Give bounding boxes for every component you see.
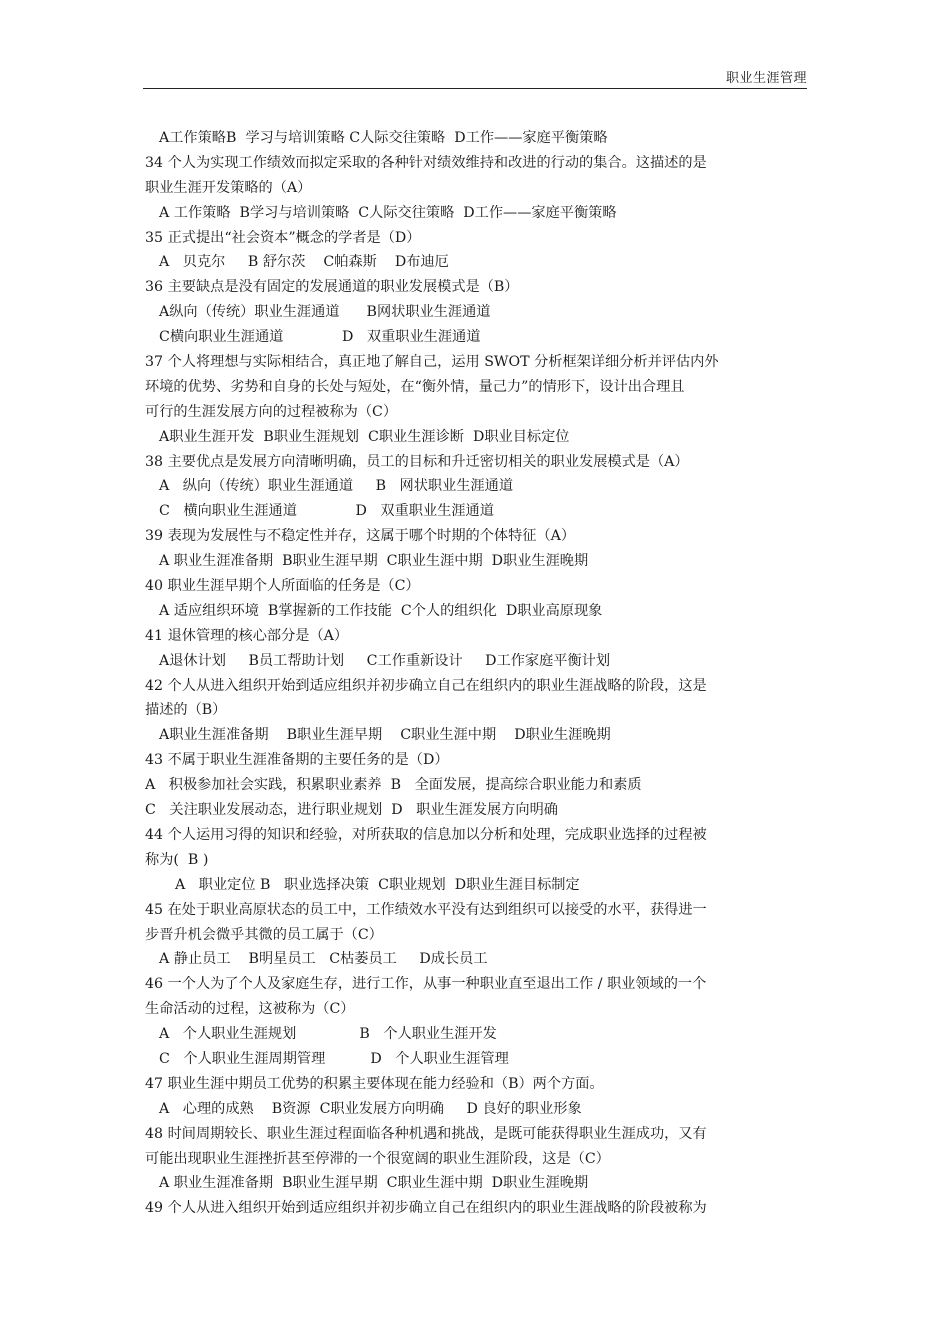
question-text-line: 48 时间周期较长、职业生涯过程面临各种机遇和挑战，是既可能获得职业生涯成功，又有 <box>145 1125 707 1142</box>
question-text-line: 称为( B ) <box>145 851 209 868</box>
question-text-line: 36 主要缺点是没有固定的发展通道的职业发展模式是（B） <box>145 279 519 296</box>
question-text-line: 34 个人为实现工作绩效而拟定采取的各种针对绩效维持和改进的行动的集合。这描述的是 <box>145 154 707 171</box>
question-text-line: 环境的优势、劣势和自身的长处与短处，在“衡外情，量己力”的情形下，设计出合理且 <box>145 378 685 395</box>
question-text-line: 42 个人从进入组织开始到适应组织并初步确立自己在组织内的职业生涯战略的阶段，这是 <box>145 677 707 694</box>
question-text-line: 39 表现为发展性与不稳定性并存，这属于哪个时期的个体特征（A） <box>145 528 576 545</box>
question-text-line: 可能出现职业生涯挫折甚至停滞的一个很宽阔的职业生涯阶段，这是（C） <box>145 1150 610 1167</box>
answer-options-line: A纵向（传统）职业生涯通道 B网状职业生涯通道 <box>159 304 491 321</box>
answer-options-line: A 静止员工 B明星员工 C枯萎员工 D成长员工 <box>159 951 488 968</box>
question-text-line: 41 退休管理的核心部分是（A） <box>145 627 349 644</box>
header-title: 职业生涯管理 <box>725 71 807 86</box>
answer-options-line: A 职业生涯准备期 B职业生涯早期 C职业生涯中期 D职业生涯晚期 <box>159 1175 589 1192</box>
answer-options-line: A职业生涯开发 B职业生涯规划 C职业生涯诊断 D职业目标定位 <box>159 428 570 445</box>
page-header <box>143 66 807 89</box>
answer-options-line: A退休计划 B员工帮助计划 C工作重新设计 D工作家庭平衡计划 <box>159 652 611 669</box>
question-text-line: A 积极参加社会实践，积累职业素养 B 全面发展，提高综合职业能力和素质 <box>145 777 642 794</box>
question-text-line: 38 主要优点是发展方向清晰明确，员工的目标和升迁密切相关的职业发展模式是（A） <box>145 453 689 470</box>
question-text-line: 职业生涯开发策略的（A） <box>145 179 312 196</box>
question-text-line: 35 正式提出“社会资本”概念的学者是（D） <box>145 229 421 246</box>
answer-options-line: A职业生涯准备期 B职业生涯早期 C职业生涯中期 D职业生涯晚期 <box>159 727 611 744</box>
answer-options-line: A 贝克尔 B 舒尔茨 C帕森斯 D布迪厄 <box>159 254 449 271</box>
answer-options-line: A 职业定位 B 职业选择决策 C职业规划 D职业生涯目标制定 <box>175 876 580 893</box>
answer-options-line: A 适应组织环境 B掌握新的工作技能 C个人的组织化 D职业高原现象 <box>159 602 603 619</box>
question-text-line: 43 不属于职业生涯准备期的主要任务的是（D） <box>145 752 449 769</box>
question-text-line: 步晋升机会微乎其微的员工属于（C） <box>145 926 383 943</box>
answer-options-line: C横向职业生涯通道 D 双重职业生涯通道 <box>159 329 481 346</box>
answer-options-line: A工作策略B 学习与培训策略 C人际交往策略 D工作——家庭平衡策略 <box>159 130 608 146</box>
question-text-line: 40 职业生涯早期个人所面临的任务是（C） <box>145 578 420 595</box>
question-text-line: 49 个人从进入组织开始到适应组织并初步确立自己在组织内的职业生涯战略的阶段被称为 <box>145 1200 707 1217</box>
answer-options-line: A 心理的成熟 B资源 C职业发展方向明确 D 良好的职业形象 <box>159 1100 582 1117</box>
answer-options-line: A 工作策略 B学习与培训策略 C人际交往策略 D工作——家庭平衡策略 <box>159 204 617 221</box>
question-text-line: 可行的生涯发展方向的过程被称为（C） <box>145 403 398 420</box>
document-body <box>145 126 809 1221</box>
question-text-line: 44 个人运用习得的知识和经验，对所获取的信息加以分析和处理，完成职业选择的过程被 <box>145 826 707 843</box>
question-text-line: 生命活动的过程，这被称为（C） <box>145 1001 355 1018</box>
question-text-line: 37 个人将理想与实际相结合，真正地了解自己，运用 SWOT 分析框架详细分析并评估内外 <box>145 354 719 371</box>
question-text-line: 描述的（B） <box>145 702 227 719</box>
answer-options-line: A 个人职业生涯规划 B 个人职业生涯开发 <box>159 1026 497 1043</box>
answer-options-line: A 纵向（传统）职业生涯通道 B 网状职业生涯通道 <box>159 478 514 495</box>
question-text-line: 45 在处于职业高原状态的员工中，工作绩效水平没有达到组织可以接受的水平，获得进一 <box>145 901 707 918</box>
answer-options-line: C 个人职业生涯周期管理 D 个人职业生涯管理 <box>159 1050 509 1067</box>
question-text-line: 46 一个人为了个人及家庭生存，进行工作，从事一种职业直至退出工作 / 职业领域的一个 <box>145 976 707 993</box>
answer-options-line: A 职业生涯准备期 B职业生涯早期 C职业生涯中期 D职业生涯晚期 <box>159 553 589 570</box>
question-text-line: 47 职业生涯中期员工优势的积累主要体现在能力经验和（B）两个方面。 <box>145 1075 604 1092</box>
question-text-line: C 关注职业发展动态，进行职业规划 D 职业生涯发展方向明确 <box>145 802 558 819</box>
answer-options-line: C 横向职业生涯通道 D 双重职业生涯通道 <box>159 503 494 520</box>
